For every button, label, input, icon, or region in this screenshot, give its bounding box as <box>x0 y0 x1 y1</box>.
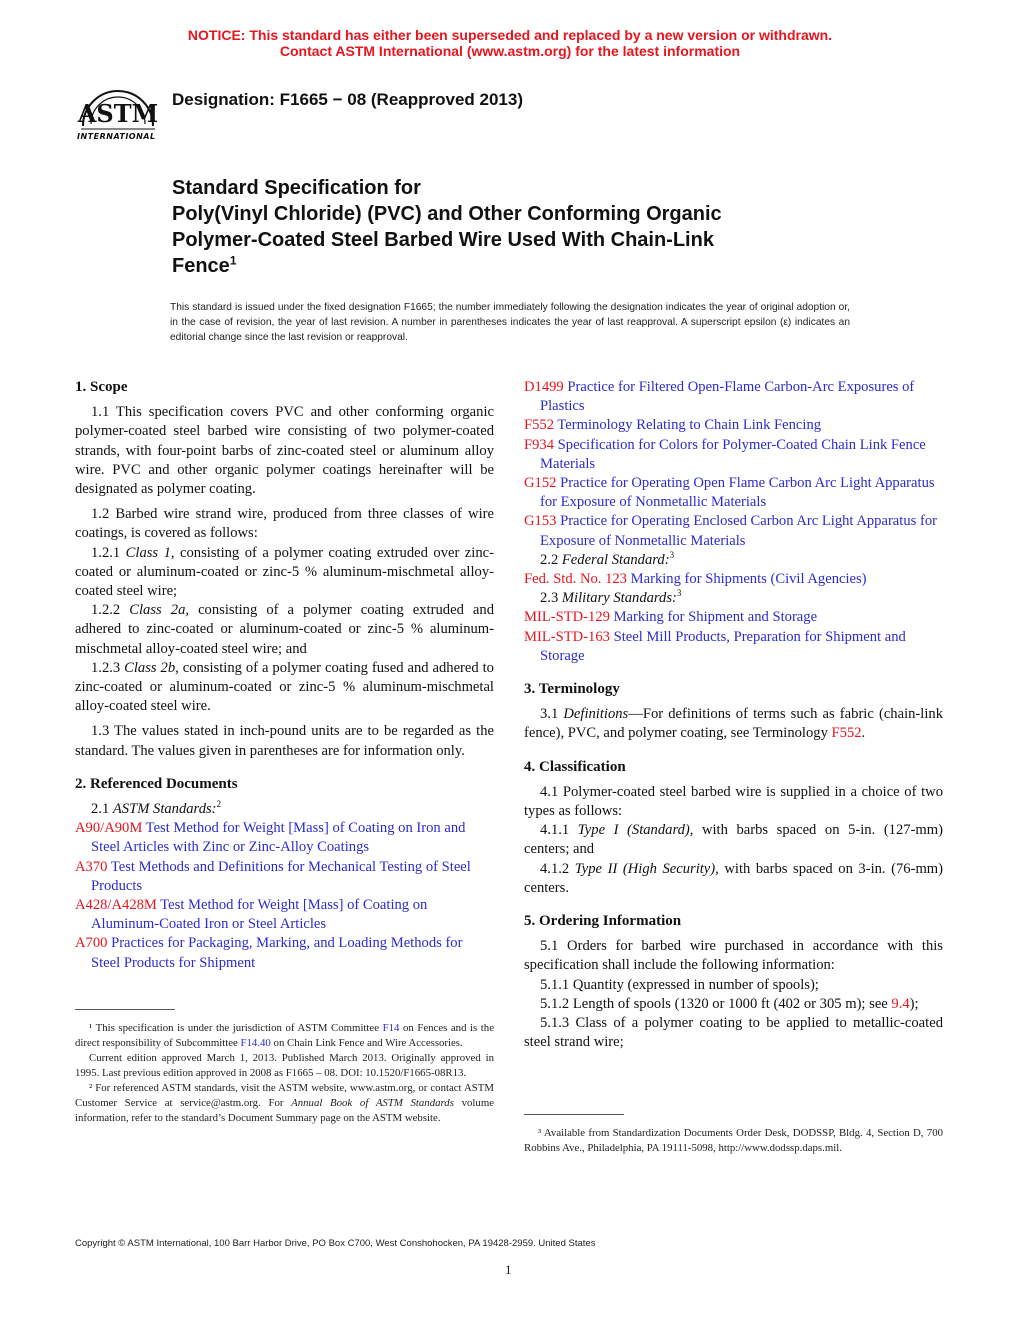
reference-item[interactable]: F552 Terminology Relating to Chain Link Fencing <box>524 417 822 434</box>
reference-item[interactable]: A700 Practices for Packaging, Marking, and Loading Methods for Steel Products for Shipment <box>75 935 463 971</box>
military-standard-item[interactable]: MIL-STD-129 Marking for Shipment and Storage <box>524 609 818 626</box>
title-footnote-mark: 1 <box>229 253 237 268</box>
classification-heading: 4. Classification <box>524 758 626 775</box>
para-4-1-1: 4.1.1 Type I (Standard), with barbs spaced on 5-in. (127-mm) centers; and <box>524 822 943 858</box>
copyright-line: Copyright © ASTM International, 100 Barr Harbor Drive, PO Box C700, West Conshohocken, PA 19428-2959. United States <box>75 1238 596 1249</box>
scope-heading: 1. Scope <box>75 379 128 395</box>
para-1-1: 1.1 This specification covers PVC and other conforming organic polymer-coated steel barbed wire consisting of two polymer-coated strands, with four-point barbs of zinc-coated steel or aluminum alloy wire. PVC and other organic polymer coatings hereinafter will be designated as polymer coating. <box>75 404 494 498</box>
reference-item[interactable]: A90/A90M Test Method for Weight [Mass] of Coating on Iron and Steel Articles with Zinc or Zinc-Alloy Coatings <box>75 820 466 856</box>
title-line-4: Fence <box>172 255 230 277</box>
standard-intro-note: This standard is issued under the fixed designation F1665; the number immediately following the designation indicates the year of original adoption or, in the case of revision, the year of last revision. A number in parentheses indicates the year of last reapproval. A superscript epsilon (ε) indicates an editorial change since the last revision or reapproval. <box>170 302 850 343</box>
para-5-1-2: 5.1.2 Length of spools (1320 or 1000 ft (402 or 305 m); see 9.4); <box>540 995 919 1012</box>
para-1-3: 1.3 The values stated in inch-pound units are to be regarded as the standard. The values given in parentheses are for information only. <box>75 723 494 759</box>
reference-item[interactable]: F934 Specification for Colors for Polymer-Coated Chain Link Fence Materials <box>524 436 926 472</box>
para-5-1: 5.1 Orders for barbed wire purchased in accordance with this specification shall include the following information: <box>524 938 943 974</box>
footnote-1-edition: Current edition approved March 1, 2013. Published March 2013. Originally approved in 1995. Last previous edition approved in 2008 as F1665 – 08. DOI: 10.1520/F1665-08R13. <box>75 1052 494 1079</box>
para-4-1: 4.1 Polymer-coated steel barbed wire is supplied in a choice of two types as follows: <box>524 783 943 820</box>
terminology-link[interactable]: F552 <box>831 725 862 742</box>
designation: Designation: F1665 − 08 (Reapproved 2013) <box>172 90 523 109</box>
astm-logo <box>73 74 163 144</box>
para-1-2: 1.2 Barbed wire strand wire, produced from three classes of wire coatings, is covered as follows: <box>75 506 494 542</box>
footnote-1: ¹ This specification is under the jurisdiction of ASTM Committee F14 on Fences and is the direct responsibility of Subcommittee F14.40 on Chain Link Fence and Wire Accessories. <box>75 1022 494 1049</box>
section-link[interactable]: 9.4 <box>891 995 910 1012</box>
notice-line-2: Contact ASTM International (www.astm.org) for the latest information <box>279 43 741 59</box>
para-5-1-1: 5.1.1 Quantity (expressed in number of spools); <box>540 976 819 993</box>
right-footnotes <box>524 1126 943 1156</box>
document-title <box>172 175 852 279</box>
title-line-3: Polymer-Coated Steel Barbed Wire Used With Chain-Link <box>172 229 714 251</box>
terminology-heading: 3. Terminology <box>524 681 620 698</box>
notice-line-1: NOTICE: This standard has either been superseded and replaced by a new version or withdrawn. <box>187 27 833 43</box>
para-1-2-2: 1.2.2 Class 2a, consisting of a polymer coating extruded and adhered to zinc-coated or aluminum-coated or zinc-5 % aluminum-mischmetal alloy-coated steel wire; and <box>75 602 494 657</box>
para-2-1: 2.1 ASTM Standards:$^2$ <box>91 799 222 818</box>
reference-item[interactable]: G152 Practice for Operating Open Flame Carbon Arc Light Apparatus for Exposure of Nonmetallic Materials <box>524 475 935 511</box>
reference-item[interactable]: D1499 Practice for Filtered Open-Flame Carbon-Arc Exposures of Plastics <box>524 379 915 415</box>
federal-standard-item[interactable]: Fed. Std. No. 123 Marking for Shipments (Civil Agencies) <box>524 571 867 588</box>
para-2-3: 2.3 Military Standards:$^3$ <box>540 588 682 607</box>
left-footnotes <box>75 1021 494 1126</box>
svg-text:ASTM: ASTM <box>77 99 159 128</box>
right-column <box>524 378 943 1053</box>
footnote-divider <box>524 1114 624 1115</box>
para-3-1: 3.1 Definitions—For definitions of terms such as fabric (chain-link fence), PVC, and polymer coating, see Terminology F552. <box>524 706 943 742</box>
reference-item[interactable]: A370 Test Methods and Definitions for Mechanical Testing of Steel Products <box>75 858 471 894</box>
footnote-3: ³ Available from Standardization Documents Order Desk, DODSSP, Bldg. 4, Section D, 700 Robbins Ave., Philadelphia, PA 19111-5098, http://www.dodssp.daps.mil. <box>524 1127 943 1154</box>
para-2-2: 2.2 Federal Standard:$^3$ <box>540 549 675 568</box>
referenced-documents-heading: 2. Referenced Documents <box>75 775 238 792</box>
page-number: 1 <box>505 1262 512 1277</box>
left-column <box>75 378 494 973</box>
military-standard-item[interactable]: MIL-STD-163 Steel Mill Products, Preparation for Shipment and Storage <box>524 628 906 664</box>
footnote-divider <box>75 1009 175 1010</box>
title-line-2: Poly(Vinyl Chloride) (PVC) and Other Conforming Organic <box>172 203 722 225</box>
para-4-1-2: 4.1.2 Type II (High Security), with barbs spaced on 3-in. (76-mm) centers. <box>524 860 944 896</box>
para-1-2-1: 1.2.1 Class 1, consisting of a polymer coating extruded over zinc-coated or aluminum-coated or zinc-5 % aluminum-mischmetal alloy-coated steel wire; <box>75 544 494 600</box>
para-5-1-3: 5.1.3 Class of a polymer coating to be applied to metallic-coated steel strand wire; <box>524 1015 943 1051</box>
title-line-1: Standard Specification for <box>172 177 421 199</box>
ordering-information-heading: 5. Ordering Information <box>524 913 682 930</box>
reference-item[interactable]: A428/A428M Test Method for Weight [Mass] of Coating on Aluminum-Coated Iron or Steel Articles <box>75 897 428 933</box>
reference-item[interactable]: G153 Practice for Operating Enclosed Carbon Arc Light Apparatus for Exposure of Nonmetallic Materials <box>524 513 937 549</box>
logo-org-text: INTERNATIONAL <box>77 132 156 141</box>
para-1-2-3: 1.2.3 Class 2b, consisting of a polymer coating fused and adhered to zinc-coated or aluminum-coated or zinc-5 % aluminum-mischmetal alloy-coated steel wire. <box>75 659 494 715</box>
footnote-2: ² For referenced ASTM standards, visit the ASTM website, www.astm.org, or contact ASTM Customer Service at service@astm.org. For Annual Book of ASTM Standards volume information, refer to the standard’s Document Summary page on the ASTM website. <box>75 1082 495 1124</box>
